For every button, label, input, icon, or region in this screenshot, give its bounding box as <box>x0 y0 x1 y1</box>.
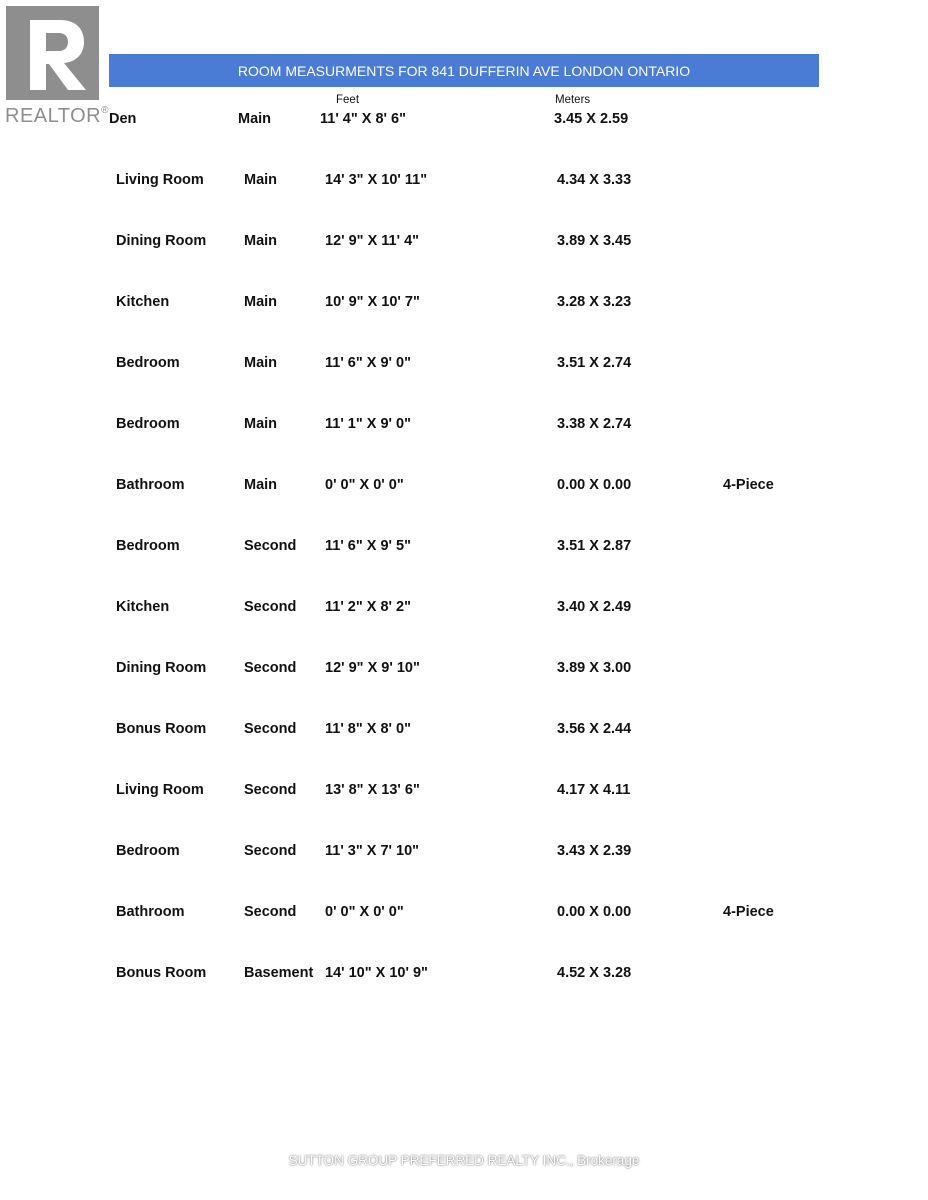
room-level: Main <box>244 294 278 310</box>
table-row <box>0 172 928 192</box>
room-level: Second <box>244 904 297 920</box>
room-note: 4-Piece <box>723 477 774 493</box>
room-name: Bonus Room <box>116 965 207 981</box>
room-name: Dining Room <box>116 233 207 249</box>
room-name: Bathroom <box>116 477 185 493</box>
room-feet: 12' 9" X 9' 10" <box>325 660 420 676</box>
table-row <box>0 294 928 314</box>
room-meters: 3.89 X 3.45 <box>557 233 632 249</box>
room-level: Second <box>244 538 297 554</box>
brokerage-watermark: SUTTON GROUP PREFERRED REALTY INC., Brokerage <box>288 1153 640 1168</box>
table-row <box>0 477 928 497</box>
room-name: Dining Room <box>116 660 207 676</box>
room-name: Living Room <box>116 172 204 188</box>
room-name: Bedroom <box>116 843 180 859</box>
room-feet: 11' 6" X 9' 0" <box>325 355 411 371</box>
room-feet: 11' 8" X 8' 0" <box>325 721 411 737</box>
table-row <box>0 111 928 131</box>
table-row <box>0 965 928 985</box>
table-row <box>0 355 928 375</box>
room-name: Kitchen <box>116 294 170 310</box>
room-meters: 3.89 X 3.00 <box>557 660 632 676</box>
room-note: 4-Piece <box>723 904 774 920</box>
room-meters: 0.00 X 0.00 <box>557 904 632 920</box>
room-name: Den <box>109 111 137 127</box>
room-level: Basement <box>244 965 314 981</box>
table-row <box>0 538 928 558</box>
room-level: Main <box>244 477 278 493</box>
table-row <box>0 843 928 863</box>
room-feet: 0' 0" X 0' 0" <box>325 477 404 493</box>
realtor-logo-text: REALTOR <box>5 105 102 127</box>
room-level: Second <box>244 599 297 615</box>
room-feet: 14' 3" X 10' 11" <box>325 172 428 188</box>
table-row <box>0 782 928 802</box>
page-title-banner <box>109 54 819 87</box>
room-level: Main <box>244 416 278 432</box>
table-row <box>0 416 928 436</box>
room-feet: 11' 6" X 9' 5" <box>325 538 411 554</box>
room-meters: 3.43 X 2.39 <box>557 843 632 859</box>
room-meters: 3.56 X 2.44 <box>557 721 632 737</box>
table-row <box>0 599 928 619</box>
realtor-r-logo-icon <box>6 6 99 100</box>
room-meters: 4.34 X 3.33 <box>557 172 632 188</box>
room-meters: 4.52 X 3.28 <box>557 965 632 981</box>
room-name: Kitchen <box>116 599 170 615</box>
room-meters: 3.28 X 3.23 <box>557 294 632 310</box>
registered-mark: ® <box>101 105 109 116</box>
room-name: Living Room <box>116 782 204 798</box>
room-feet: 10' 9" X 10' 7" <box>325 294 420 310</box>
room-level: Main <box>244 233 278 249</box>
room-name: Bedroom <box>116 355 180 371</box>
table-row <box>0 233 928 253</box>
room-feet: 12' 9" X 11' 4" <box>325 233 420 249</box>
room-level: Main <box>244 172 278 188</box>
room-level: Second <box>244 660 297 676</box>
room-meters: 0.00 X 0.00 <box>557 477 632 493</box>
room-name: Bedroom <box>116 416 180 432</box>
page-title: ROOM MEASURMENTS FOR 841 DUFFERIN AVE LONDON ONTARIO <box>237 62 691 79</box>
room-feet: 0' 0" X 0' 0" <box>325 904 404 920</box>
room-meters: 3.40 X 2.49 <box>557 599 632 615</box>
table-row <box>0 904 928 924</box>
room-name: Bathroom <box>116 904 185 920</box>
room-meters: 3.45 X 2.59 <box>554 111 629 127</box>
room-meters: 3.51 X 2.74 <box>557 355 632 371</box>
room-feet: 11' 1" X 9' 0" <box>325 416 411 432</box>
meters-column-header: Meters <box>555 94 591 106</box>
table-row <box>0 660 928 680</box>
room-level: Main <box>244 355 278 371</box>
room-feet: 11' 2" X 8' 2" <box>325 599 411 615</box>
room-level: Second <box>244 721 297 737</box>
feet-column-header: Feet <box>336 94 360 106</box>
table-row <box>0 721 928 741</box>
room-meters: 4.17 X 4.11 <box>557 782 631 798</box>
room-level: Second <box>244 843 297 859</box>
room-meters: 3.51 X 2.87 <box>557 538 632 554</box>
room-name: Bedroom <box>116 538 180 554</box>
room-feet: 13' 8" X 13' 6" <box>325 782 420 798</box>
room-level: Main <box>238 111 272 127</box>
room-name: Bonus Room <box>116 721 207 737</box>
room-meters: 3.38 X 2.74 <box>557 416 632 432</box>
room-level: Second <box>244 782 297 798</box>
room-feet: 14' 10" X 10' 9" <box>325 965 428 981</box>
room-feet: 11' 3" X 7' 10" <box>325 843 420 859</box>
realtor-logo <box>5 6 109 127</box>
room-feet: 11' 4" X 8' 6" <box>320 111 406 127</box>
